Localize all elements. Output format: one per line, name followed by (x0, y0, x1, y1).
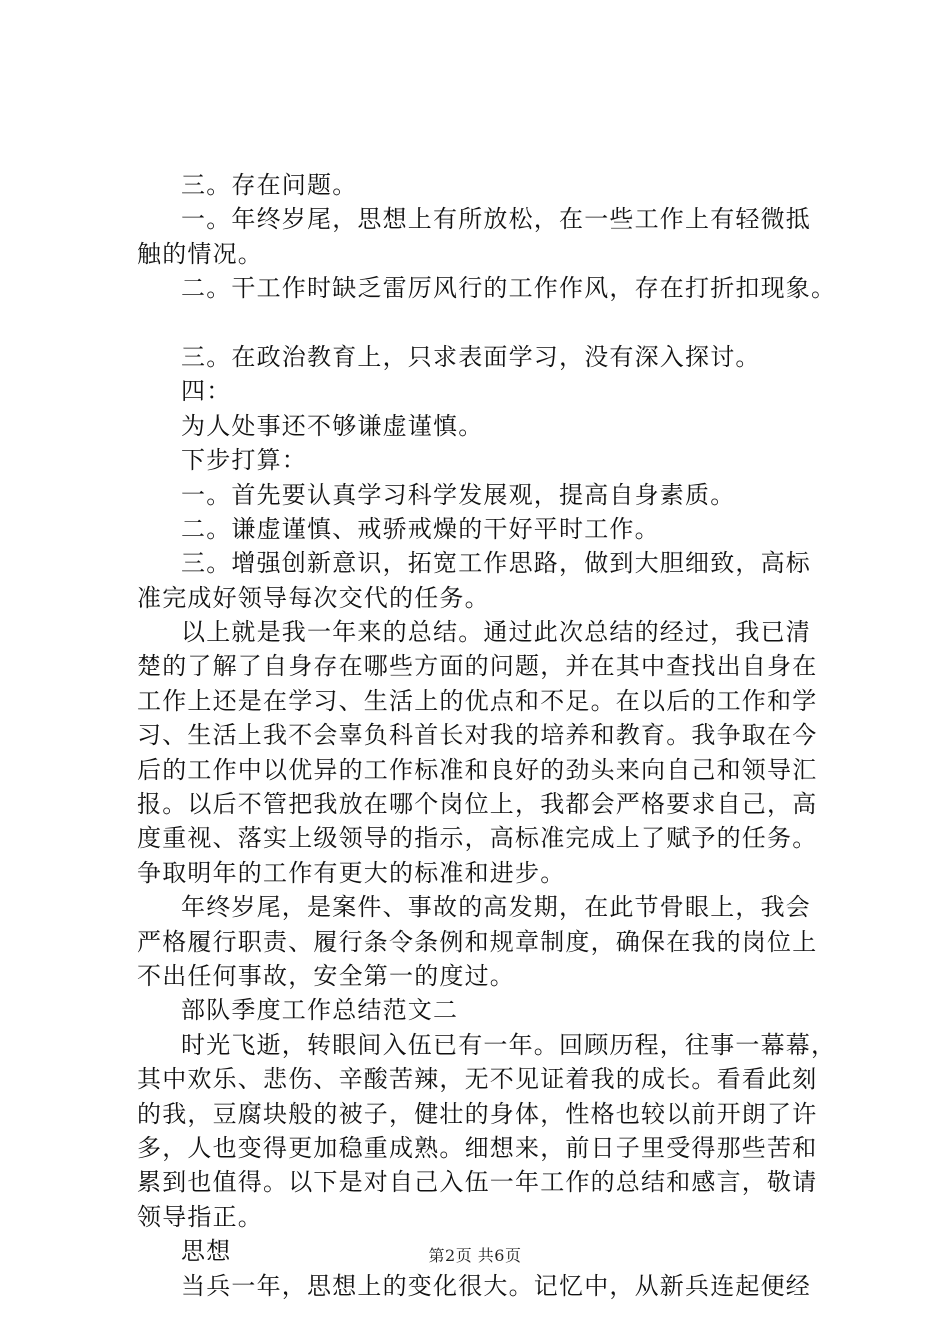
text-line: 不出任何事故，安全第一的度过。 (137, 961, 515, 990)
text-line: 三。增强创新意识，拓宽工作思路，做到大胆细致，高标 (181, 549, 811, 578)
text-line: 度重视、落实上级领导的指示，高标准完成上了赋予的任务。 (137, 824, 818, 853)
text-line: 二。干工作时缺乏雷厉风行的工作作风，存在打折扣现象。 (181, 274, 837, 303)
text-line: 触的情况。 (137, 239, 263, 268)
blank-line (137, 306, 837, 340)
subheading: 思想 (181, 1237, 232, 1266)
text-line: 严格履行职责、履行条令条例和规章制度，确保在我的岗位上 (137, 927, 818, 956)
text-line: 四： (181, 377, 232, 406)
text-line: 后的工作中以优异的工作标准和良好的劲头来向自己和领导汇 (137, 755, 818, 784)
text-line: 当兵一年，思想上的变化很大。记忆中，从新兵连起便经 (181, 1271, 811, 1300)
text-line: 工作上还是在学习、生活上的优点和不足。在以后的工作和学 (137, 686, 818, 715)
text-line: 一。年终岁尾，思想上有所放松，在一些工作上有轻微抵 (181, 205, 811, 234)
text-line: 准完成好领导每次交代的任务。 (137, 583, 490, 612)
text-line: 年终岁尾，是案件、事故的高发期，在此节骨眼上，我会 (181, 893, 811, 922)
page-number-footer: 第2页 共6页 (428, 1246, 522, 1265)
text-line: 报。以后不管把我放在哪个岗位上，我都会严格要求自己，高 (137, 790, 818, 819)
body-text (137, 168, 837, 1303)
text-line: 三。存在问题。 (181, 171, 358, 199)
text-line: 习、生活上我不会辜负科首长对我的培养和教育。我争取在今 (137, 721, 818, 750)
section-heading: 部队季度工作总结范文二 (181, 996, 459, 1025)
text-line: 多，人也变得更加稳重成熟。细想来，前日子里受得那些苦和 (137, 1133, 818, 1162)
text-line: 累到也值得。以下是对自己入伍一年工作的总结和感言，敬请 (137, 1168, 818, 1197)
text-line: 领导指正。 (137, 1202, 263, 1231)
text-line: 一。首先要认真学习科学发展观，提高自身素质。 (181, 480, 736, 509)
text-line: 其中欢乐、悲伤、辛酸苦辣，无不见证着我的成长。看看此刻 (137, 1065, 818, 1094)
text-line: 争取明年的工作有更大的标准和进步。 (137, 858, 566, 887)
text-line: 为人处事还不够谦虚谨慎。 (181, 411, 484, 440)
text-line: 以上就是我一年来的总结。通过此次总结的经过，我已清 (181, 618, 811, 647)
text-line: 时光飞逝，转眼间入伍已有一年。回顾历程，往事一幕幕， (181, 1030, 837, 1059)
text-line: 三。在政治教育上，只求表面学习，没有深入探讨。 (181, 342, 761, 371)
text-line: 下步打算： (181, 446, 307, 475)
text-line: 的我，豆腐块般的被子，健壮的身体，性格也较以前开朗了许 (137, 1099, 818, 1128)
text-line: 楚的了解了自身存在哪些方面的问题，并在其中查找出自身在 (137, 652, 818, 681)
text-line: 二。谦虚谨慎、戒骄戒燥的干好平时工作。 (181, 514, 660, 543)
